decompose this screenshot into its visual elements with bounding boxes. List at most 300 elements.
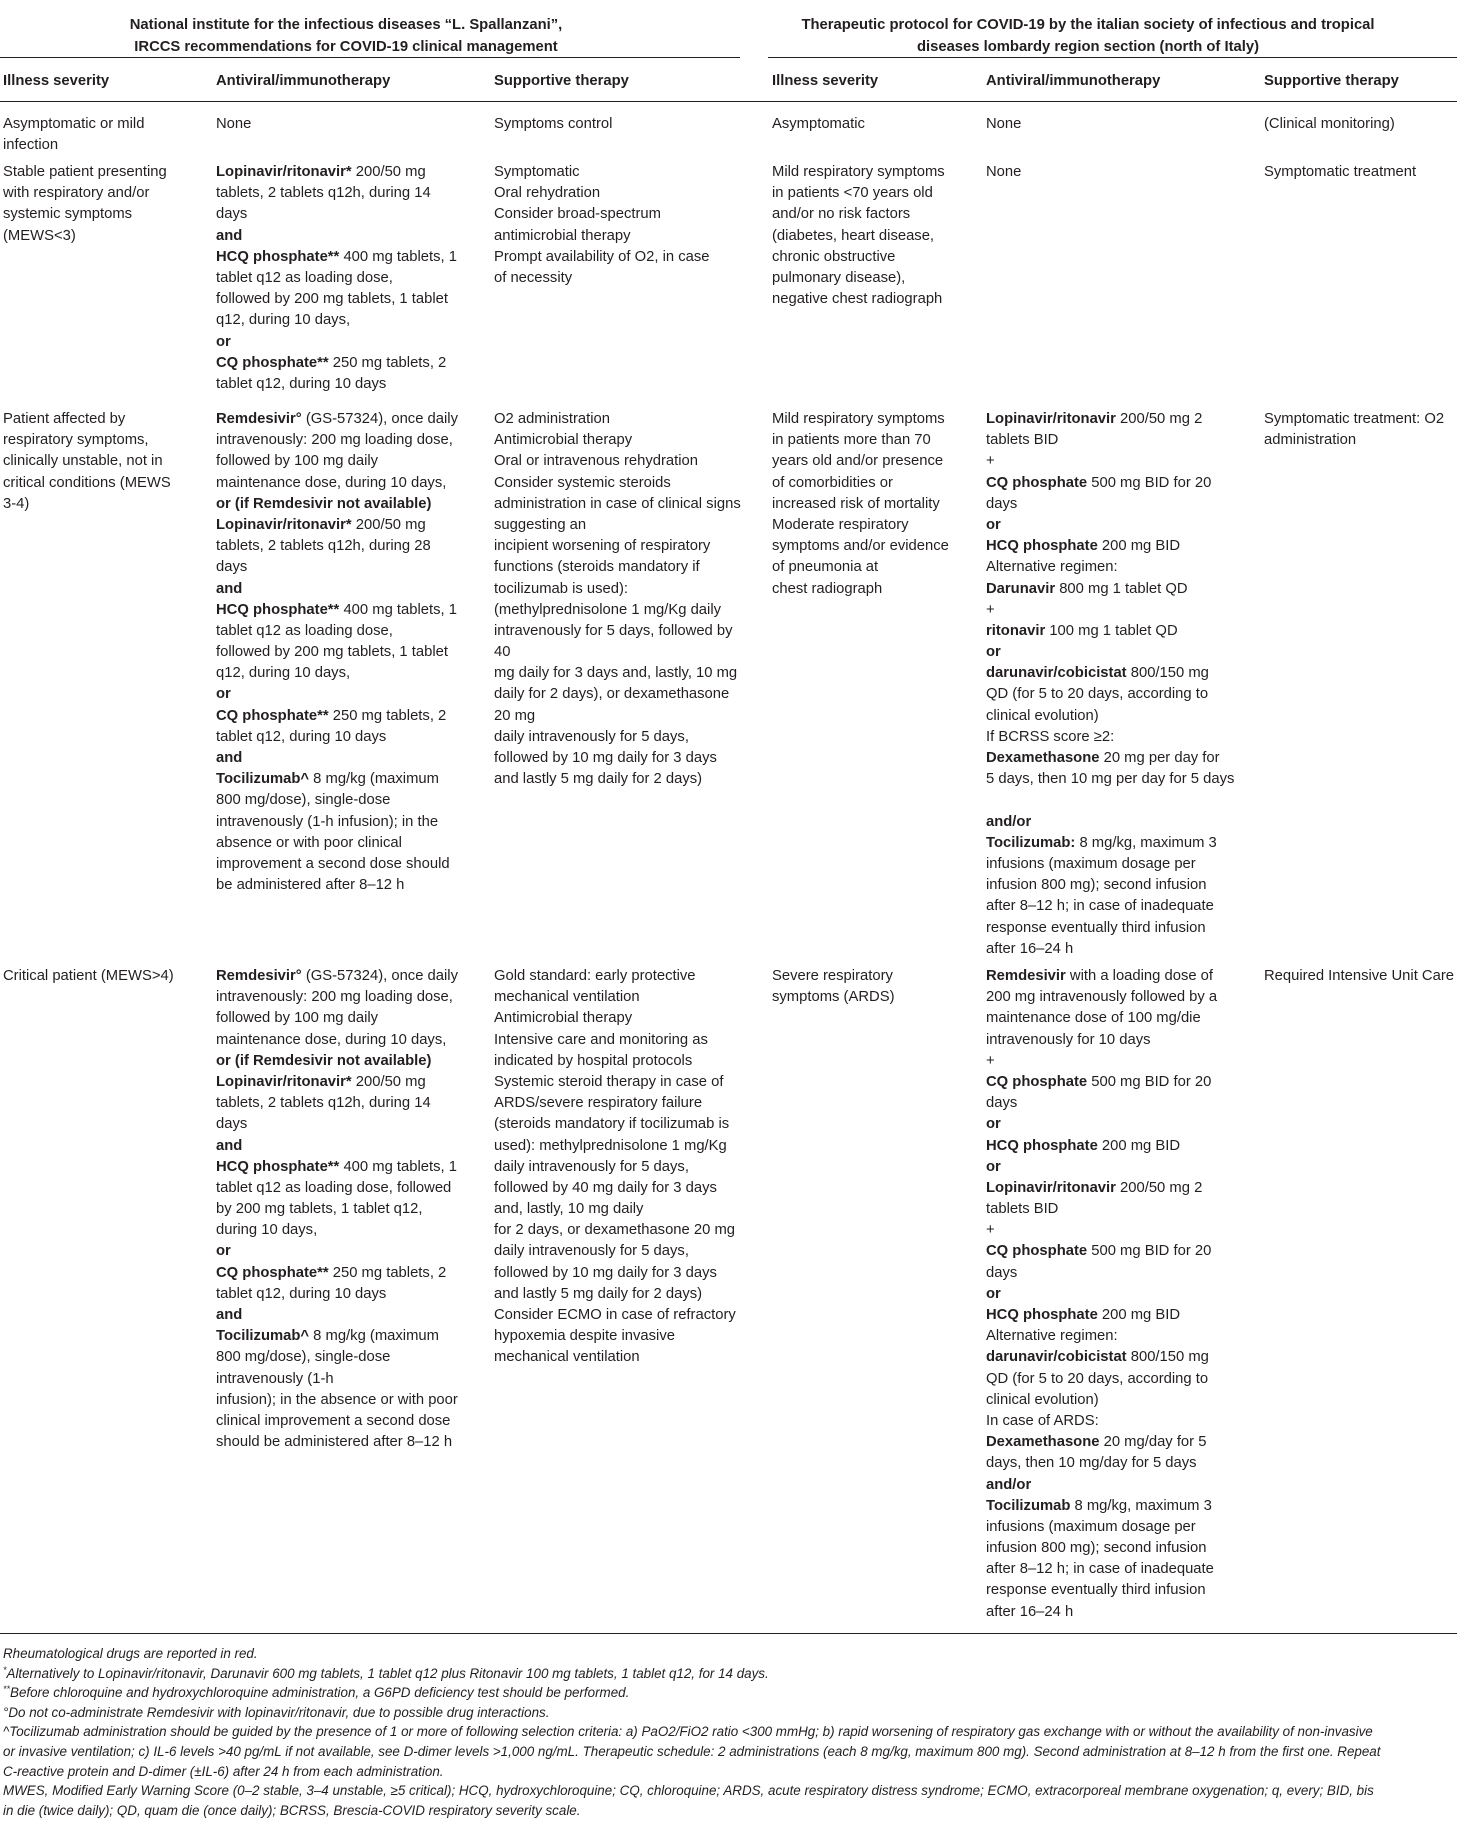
cell-illness-severity-a [3,162,167,247]
cell-text: 500 mg BID for 20 [1087,1243,1212,1260]
cell-text: by 200 mg tablets, 1 tablet q12, [216,1201,423,1218]
footnote-line [3,1742,1448,1762]
cell-line [772,430,949,451]
table-footnotes [3,1644,1448,1820]
cell-text: daily intravenously for 5 days, [494,1158,689,1175]
cell-line [986,1496,1217,1517]
cell-text: daily for 2 days), or dexamethasone [494,686,730,703]
cell-line [216,1347,458,1368]
cell-text: should be administered after 8–12 h [216,1434,453,1451]
cell-line [3,451,171,472]
cell-text: q12, during 10 days, [216,312,351,329]
drug-name: or [216,333,231,350]
cell-text: after 8–12 h; in case of inadequate [986,898,1214,915]
group-header-right [758,14,1418,58]
cell-line [772,515,949,536]
cell-text: infusion 800 mg); second infusion [986,1540,1207,1557]
cell-line [494,1157,736,1178]
cell-text: maintenance dose, during 10 days, [216,1031,447,1048]
cell-text: O2 administration [494,411,610,427]
group-divider-right [768,57,1457,58]
cell-line [986,1559,1217,1580]
cell-illness-severity-a [3,966,174,987]
cell-line [494,515,741,536]
cell-line [986,1538,1217,1559]
cell-line [216,966,458,987]
footnote-line [3,1781,1448,1801]
drug-name: or (if Remdesivir not available) [216,495,432,512]
cell-line [986,1072,1217,1093]
cell-line [216,515,458,536]
cell-line [986,812,1234,833]
cell-line [986,162,1021,183]
cell-line [772,226,945,247]
cell-line [986,854,1234,875]
cell-text: pulmonary disease), [772,269,906,286]
cell-text: (diabetes, heart disease, [772,227,935,244]
cell-line [494,987,736,1008]
cell-line [986,1475,1217,1496]
footnote-text: C-reactive protein and D-dimer (±IL-6) after 24 h from each administration. [3,1763,444,1779]
cell-line [216,268,457,289]
cell-line [494,247,709,268]
cell-line [494,183,709,204]
cell-text: 20 mg/day for 5 [1099,1434,1207,1451]
cell-text: + [986,601,995,618]
cell-line [494,536,741,557]
cell-text: QD (for 5 to 20 days, according to [986,686,1209,703]
drug-name: HCQ phosphate [986,538,1098,555]
drug-name: Tocilizumab: [986,834,1076,851]
cell-text: response eventually third infusion [986,919,1206,936]
cell-text: systemic symptoms [3,206,133,223]
cell-text: 200 mg intravenously followed by a [986,989,1218,1006]
cell-text: functions (steroids mandatory if [494,559,700,576]
cell-text: 8 mg/kg (maximum [309,1328,439,1345]
cell-line [216,642,458,663]
cell-line [772,162,945,183]
footnote-line [3,1664,1448,1684]
cell-text: increased risk of mortality [772,495,940,512]
drug-name: Remdesivir° [216,968,302,984]
cell-text: tablet q12 as loading dose, [216,269,393,286]
cell-line [216,600,458,621]
cell-text: 20 mg [494,707,536,724]
drug-name: or [986,1285,1001,1302]
cell-text: followed by 10 mg daily for 3 days [494,1264,717,1281]
cell-supportive-a [494,966,736,1369]
cell-line [1264,114,1395,135]
cell-illness-severity-b [772,162,945,310]
cell-line [494,451,741,472]
col-header-supportive-a: Supportive therapy [494,73,629,89]
cell-line [986,114,1021,135]
cell-text: Symptomatic treatment [1264,164,1417,180]
cell-line [986,987,1217,1008]
cell-line [216,114,251,135]
cell-text: If BCRSS score ≥2: [986,728,1115,745]
cell-text: and lastly 5 mg daily for 2 days) [494,1285,703,1302]
drug-name: Lopinavir/ritonavir [986,411,1116,427]
cell-line [494,1178,736,1199]
cell-text: Antimicrobial therapy [494,432,633,449]
cell-text: and/or no risk factors [772,206,911,223]
cell-text: infection [3,137,59,154]
cell-antiviral-a [216,114,251,135]
cell-text: + [986,453,995,470]
cell-text: days [986,1095,1018,1112]
cell-line [986,1602,1217,1623]
cell-line [216,875,458,896]
cell-text: Severe respiratory [772,968,893,984]
footnote-line [3,1683,1448,1703]
cell-text: with a loading dose of [1065,968,1214,984]
cell-line [216,663,458,684]
cell-line [772,204,945,225]
footnote-text: °Do not co-administrate Remdesivir with lopinavir/ritonavir, due to possible drug interactions. [3,1704,550,1720]
cell-line [772,536,949,557]
cell-text: intravenously for 5 days, followed by [494,622,733,639]
cell-text: + [986,1052,995,1069]
cell-line [216,1241,458,1262]
cell-line [494,642,741,663]
cell-line [216,1157,458,1178]
cell-text: 800 mg 1 tablet QD [1055,580,1188,597]
cell-text: Critical patient (MEWS>4) [3,968,174,984]
cell-text: mechanical ventilation [494,1349,640,1366]
cell-text: 5 days, then 10 mg per day for 5 days [986,771,1235,788]
cell-line [216,1178,458,1199]
cell-line [216,790,458,811]
cell-text: q12, during 10 days, [216,665,351,682]
footnote-line [3,1762,1448,1782]
cell-line [494,706,741,727]
cell-line [986,1305,1217,1326]
group-header-line: diseases lombardy region section (north of Italy) [916,39,1260,55]
drug-name: Lopinavir/ritonavir [986,1179,1116,1196]
cell-text: (MEWS<3) [3,227,76,244]
cell-line [494,1051,736,1072]
cell-text: 800/150 mg [1126,665,1209,682]
cell-text: symptoms (ARDS) [772,989,895,1006]
cell-supportive-b [1264,409,1444,451]
cell-text: after 16–24 h [986,1603,1074,1620]
cell-text: intravenously (1-h infusion); in the [216,813,439,830]
cell-line [494,684,741,705]
cell-supportive-a [494,409,741,790]
cell-line [986,833,1234,854]
cell-line [494,557,741,578]
cell-line [494,494,741,515]
cell-text: tablet q12 as loading dose, followed [216,1179,452,1196]
cell-line [772,494,949,515]
cell-text: followed by 100 mg daily [216,453,379,470]
cell-text: Systemic steroid therapy in case of [494,1073,724,1090]
cell-line [216,684,458,705]
cell-line [494,114,612,135]
cell-text: tablet q12, during 10 days [216,1285,387,1302]
cell-line [216,310,457,331]
cell-text: 800 mg/dose), single-dose [216,1349,391,1366]
cell-text: administration in case of clinical signs [494,495,741,512]
table-bottom-rule [0,1633,1457,1634]
cell-line [216,353,457,374]
cell-supportive-b [1264,162,1416,183]
cell-line [216,621,458,642]
cell-text: tablet q12, during 10 days [216,375,387,392]
drug-name: and/or [986,1476,1032,1493]
cell-line [494,966,736,987]
cell-line [216,451,458,472]
cell-text: (steroids mandatory if tocilizumab is [494,1116,730,1133]
cell-line [494,1199,736,1220]
cell-line [986,1517,1217,1538]
cell-text: 200 mg BID [1097,1137,1181,1154]
cell-text: tocilizumab is used): [494,580,629,597]
cell-text: Required Intensive Unit Care [1264,968,1454,984]
cell-line [216,536,458,557]
cell-line [986,706,1234,727]
cell-line [494,430,741,451]
cell-line [986,1157,1217,1178]
cell-line [494,1136,736,1157]
drug-name: CQ phosphate** [216,707,329,724]
cell-text: negative chest radiograph [772,291,943,308]
cell-line [986,1369,1217,1390]
cell-text: tablet q12, during 10 days [216,728,387,745]
footnote-marker: ** [3,1684,11,1695]
cell-text: clinical evolution) [986,707,1099,724]
cell-line [216,1284,458,1305]
cell-text: Asymptomatic [772,116,865,132]
drug-name: Lopinavir/ritonavir* [216,164,352,180]
cell-line [986,621,1234,642]
cell-text: of pneumonia at [772,559,879,576]
cell-line [216,1072,458,1093]
cell-line [216,409,458,430]
cell-line [494,162,709,183]
cell-line [216,247,457,268]
cell-text: in patients <70 years old [772,185,933,202]
cell-antiviral-b [986,162,1021,183]
cell-line [986,939,1234,960]
cell-text: (methylprednisolone 1 mg/Kg daily [494,601,722,618]
cell-line [216,430,458,451]
cell-line [986,727,1234,748]
cell-text: days [216,206,248,223]
cell-text: respiratory symptoms, [3,432,149,449]
cell-text: Alternative regimen: [986,1328,1118,1345]
drug-name: Tocilizumab^ [216,771,310,788]
cell-line [3,162,167,183]
footnote-text: MWES, Modified Early Warning Score (0–2 stable, 3–4 unstable, ≥5 critical); HCQ, hydroxychloroquine; CQ, chloroquine; ARDS, acute respiratory distress syndrome; ECMO, extracorporeal membrane oxygenation; q, every; BID, bis [3,1783,1374,1799]
cell-text: and lastly 5 mg daily for 2 days) [494,771,703,788]
cell-text: improvement a second dose should [216,855,450,872]
drug-name: or [986,644,1001,661]
cell-line [494,621,741,642]
col-header-illness-severity-a: Illness severity [3,73,110,89]
cell-text: 200/50 mg [351,1073,426,1090]
drug-name: Dexamethasone [986,750,1100,766]
cell-line [216,748,458,769]
cell-line [986,473,1234,494]
cell-line [986,409,1234,430]
cell-text: days [216,559,248,576]
cell-line [216,727,458,748]
cell-text: Consider ECMO in case of refractory [494,1307,736,1323]
cell-antiviral-a [216,966,458,1453]
cell-line [3,226,167,247]
cell-line [494,409,741,430]
cell-text: 200/50 mg 2 [1115,1179,1203,1196]
drug-name: and/or [986,813,1032,830]
cell-text: (GS-57324), once daily [301,968,458,984]
cell-text: Oral rehydration [494,185,601,202]
cell-line [216,987,458,1008]
footnote-text: Alternatively to Lopinavir/ritonavir, Darunavir 600 mg tablets, 1 tablet q12 plus Ritonavir 100 mg tablets, 1 tablet q12, for 14 days. [6,1665,769,1681]
cell-line [772,183,945,204]
drug-name: Dexamethasone [986,1434,1100,1451]
cell-illness-severity-a [3,409,171,515]
cell-line [216,1390,458,1411]
drug-name: and [216,750,243,766]
cell-line [3,135,144,156]
cell-line [986,600,1234,621]
cell-text: None [216,116,252,132]
cell-text: 250 mg tablets, 2 [328,354,447,371]
cell-text: clinically unstable, not in [3,453,163,470]
drug-name: CQ phosphate** [216,1264,329,1281]
cell-text: Symptomatic treatment: O2 [1264,411,1445,427]
footnote-line [3,1703,1448,1723]
cell-line [216,1220,458,1241]
cell-text: (GS-57324), once daily [301,411,458,427]
cell-line [494,204,709,225]
cell-text: in patients more than 70 [772,432,931,449]
cell-line [986,875,1234,896]
cell-illness-severity-b [772,114,865,135]
cell-line [3,430,171,451]
cell-line [986,515,1234,536]
cell-supportive-a [494,114,612,135]
cell-line [986,1220,1217,1241]
cell-line [772,557,949,578]
cell-text: chest radiograph [772,580,883,597]
cell-text: of necessity [494,269,573,286]
cell-text: clinical improvement a second dose [216,1412,451,1429]
cell-text: followed by 200 mg tablets, 1 tablet [216,291,448,308]
cell-text: infusion 800 mg); second infusion [986,877,1207,894]
cell-line [986,790,1234,811]
cell-text: 250 mg tablets, 2 [328,1264,447,1281]
cell-line [216,769,458,790]
cell-line [986,579,1234,600]
cell-text: followed by 200 mg tablets, 1 tablet [216,644,448,661]
cell-illness-severity-b [772,409,949,600]
drug-name: CQ phosphate [986,474,1088,491]
cell-line [494,1305,736,1326]
drug-name: or [986,1116,1001,1133]
cell-line [986,1284,1217,1305]
cell-line [216,1051,458,1072]
cell-text: 8 mg/kg, maximum 3 [1075,834,1217,851]
cell-text: Mild respiratory symptoms [772,164,945,180]
cell-line [772,473,949,494]
cell-line [1264,162,1416,183]
cell-text: Prompt availability of O2, in case [494,248,710,265]
cell-text: mg daily for 3 days and, lastly, 10 mg [494,665,738,682]
cell-text: ARDS/severe respiratory failure [494,1095,703,1112]
cell-line [216,1411,458,1432]
cell-line [986,748,1234,769]
cell-text: days [986,1264,1018,1281]
drug-name: HCQ phosphate [986,1137,1098,1154]
footnote-text: or invasive ventilation; c) IL-6 levels >40 pg/mL if not available, see D-dimer levels >1,000 ng/mL. Therapeutic schedule: 2 administrations (each 8 mg/kg, maximum 800 mg). Second administration at 8–12 h from the first one. Repeat [3,1743,1381,1759]
cell-text: + [986,1222,995,1239]
cell-line [986,1136,1217,1157]
cell-line [1264,430,1444,451]
cell-line [986,1051,1217,1072]
cell-text: days [216,1116,248,1133]
cell-text: after 16–24 h [986,940,1074,957]
cell-line [772,966,895,987]
cell-text: be administered after 8–12 h [216,877,405,894]
cell-text: mechanical ventilation [494,989,640,1006]
cell-line [216,1432,458,1453]
footnote-text: Rheumatological drugs are reported in red. [3,1646,258,1661]
cell-text: years old and/or presence [772,453,944,470]
cell-line [216,706,458,727]
cell-line [986,1263,1217,1284]
cell-text: critical conditions (MEWS [3,474,171,491]
cell-line [986,642,1234,663]
cell-text: intravenously: 200 mg loading dose, [216,432,453,449]
col-header-antiviral-b: Antiviral/immunotherapy [986,73,1161,89]
cell-text: incipient worsening of respiratory [494,538,711,555]
cell-supportive-b [1264,966,1454,987]
cell-text: Asymptomatic or mild [3,116,145,132]
cell-line [216,204,457,225]
drug-name: Tocilizumab [986,1497,1071,1514]
cell-line [986,536,1234,557]
cell-text: intravenously: 200 mg loading dose, [216,989,453,1006]
cell-line [3,204,167,225]
cell-line [216,374,457,395]
cell-line [494,748,741,769]
drug-name: and [216,1137,243,1154]
cell-text: 400 mg tablets, 1 [339,601,457,618]
cell-line [3,409,171,430]
cell-line [216,183,457,204]
cell-text: chronic obstructive [772,248,896,265]
cell-text: 3-4) [3,495,30,512]
cell-line [3,494,171,515]
cell-text: 200 mg BID [1097,538,1181,555]
cell-text: antimicrobial therapy [494,227,631,244]
cell-text: Consider systemic steroids [494,474,671,491]
cell-text: Mild respiratory symptoms [772,411,945,427]
cell-line [216,1369,458,1390]
cell-line [986,684,1234,705]
cell-line [986,769,1234,790]
drug-name: ritonavir [986,622,1046,639]
cell-line [216,812,458,833]
footnote-marker: * [3,1664,7,1675]
cell-line [986,1114,1217,1135]
cell-line [494,1241,736,1262]
cell-line [494,1030,736,1051]
cell-text: response eventually third infusion [986,1582,1206,1599]
